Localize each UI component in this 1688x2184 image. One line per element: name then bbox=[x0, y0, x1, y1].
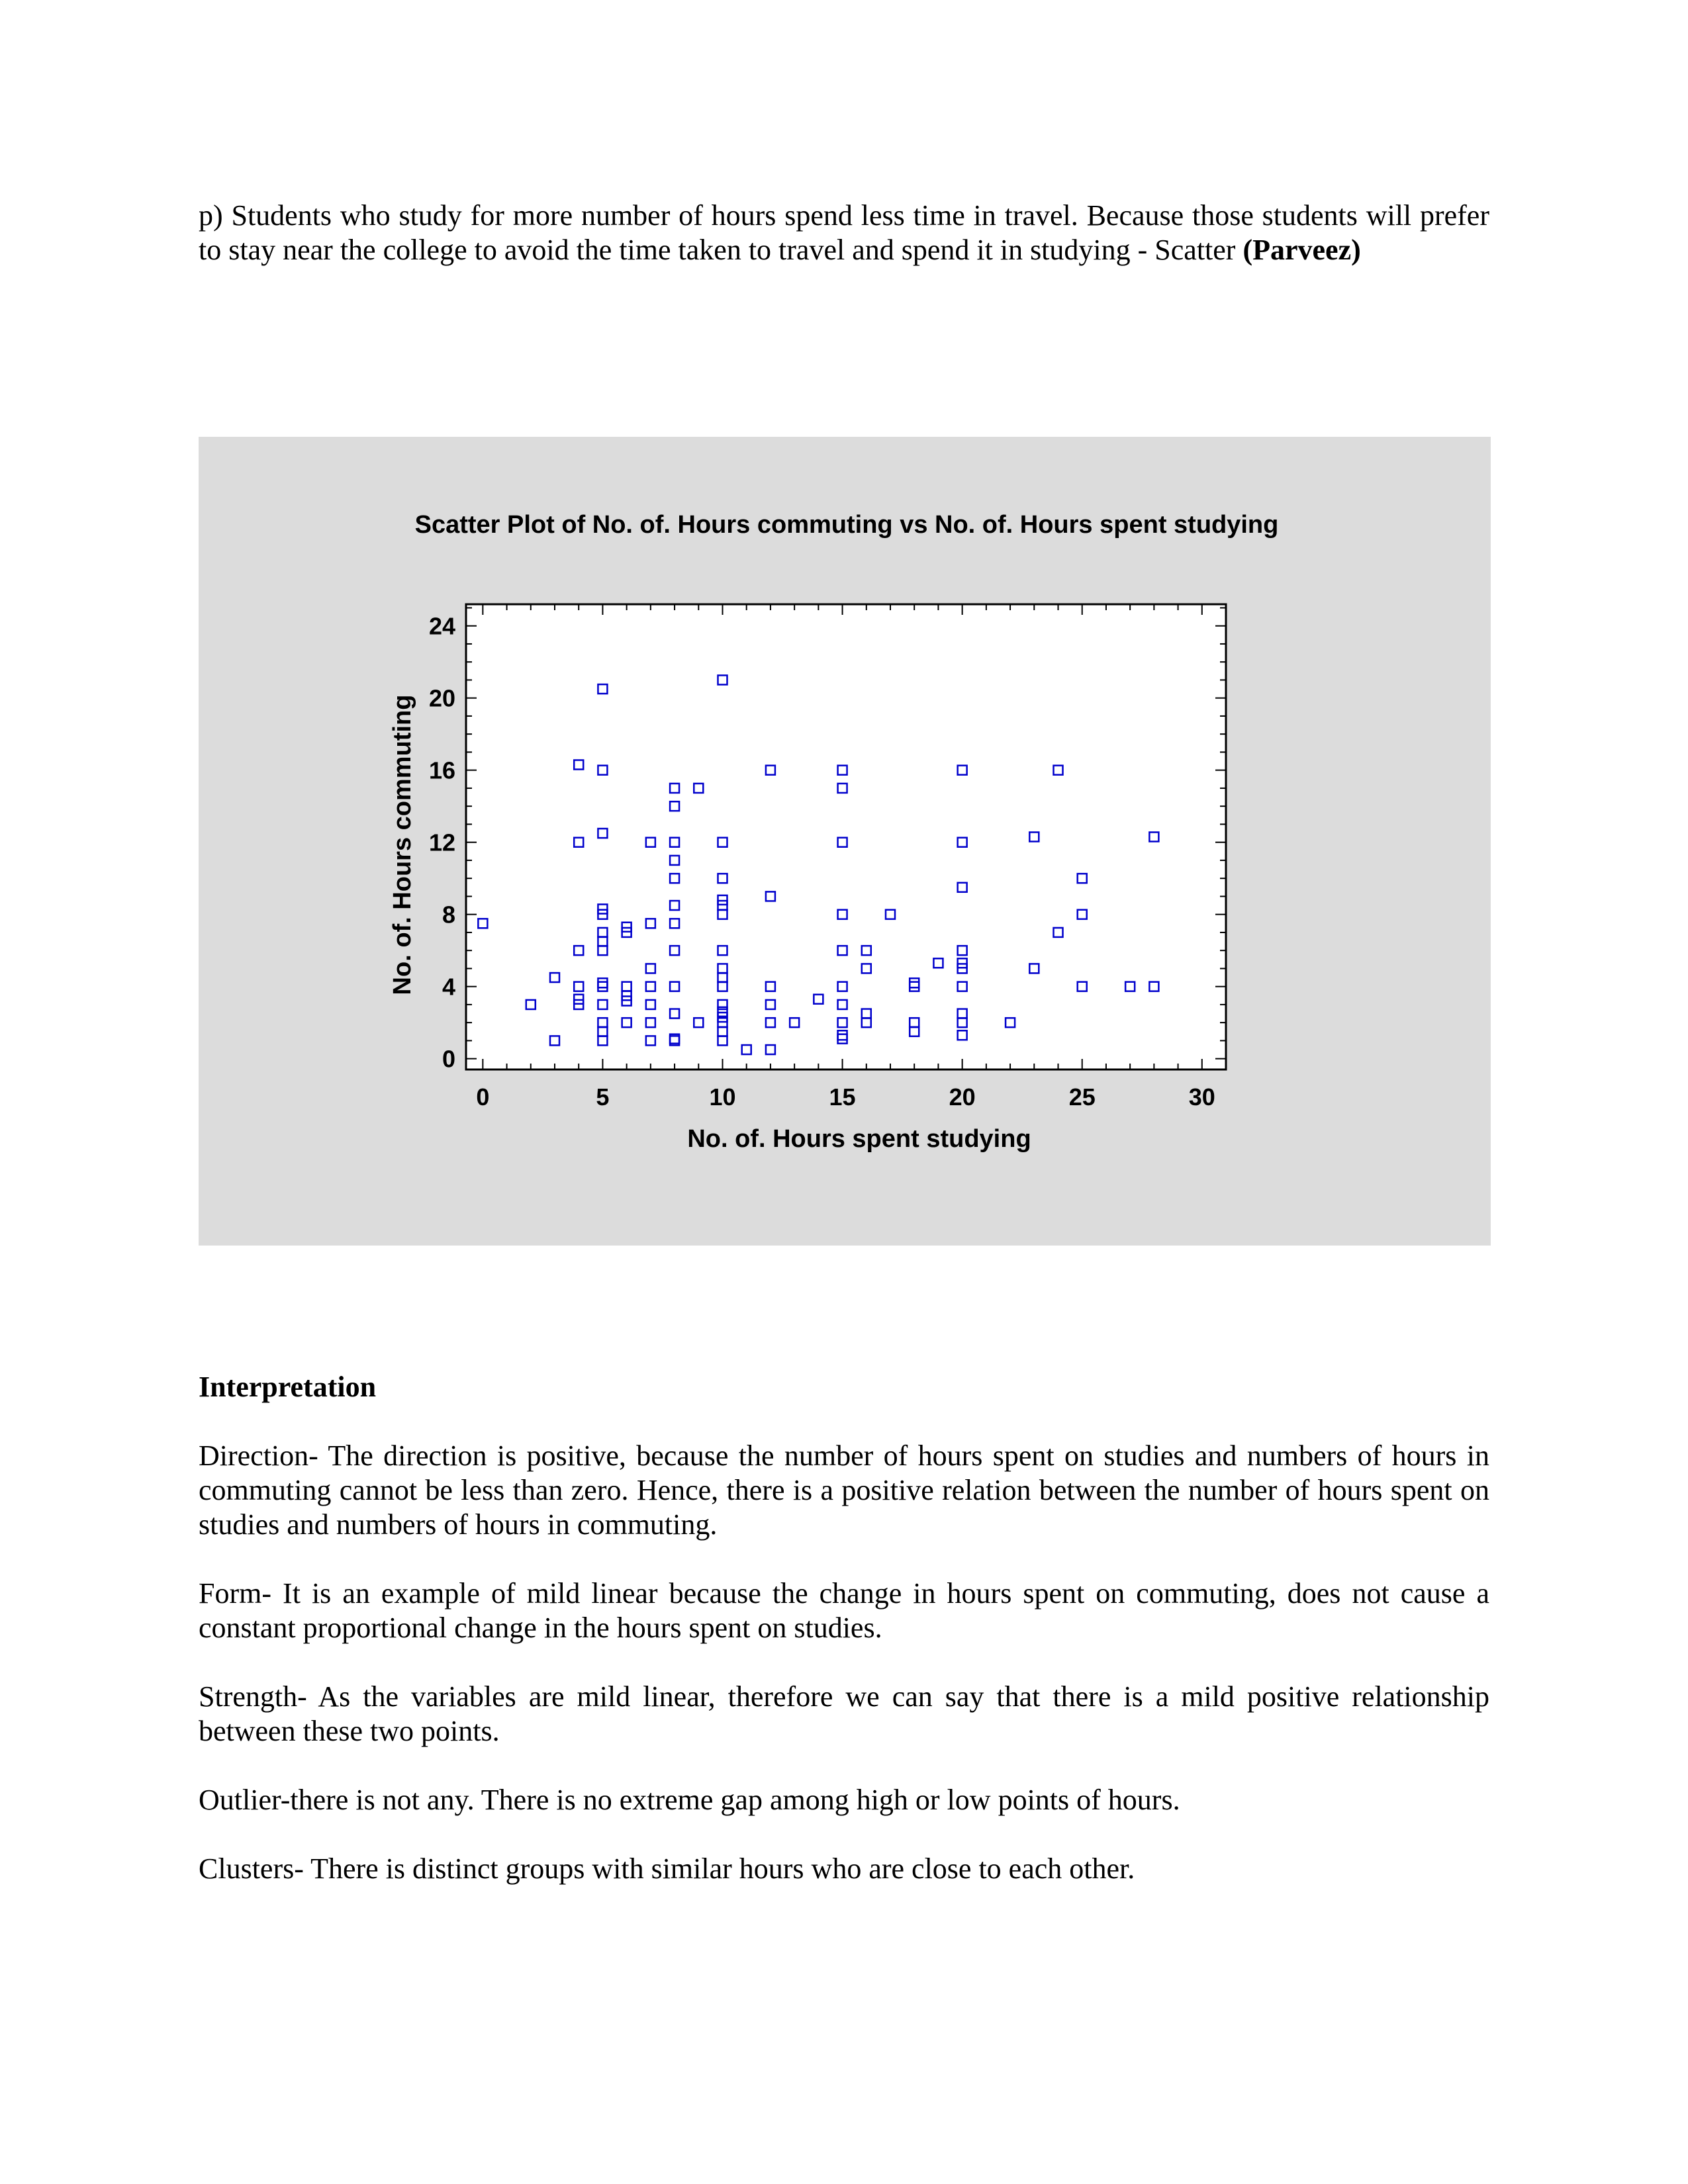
x-axis-label: No. of. Hours spent studying bbox=[687, 1125, 1031, 1153]
interpretation-section bbox=[199, 1370, 1489, 1921]
intro-author: (Parveez) bbox=[1243, 234, 1361, 266]
direction-paragraph: Direction- The direction is positive, because the number of hours spent on studies and numbers of hours in commuting cannot be less than zero. Hence, there is a positive relation between the number of hours spent on studies and numbers of hours in commuting. bbox=[199, 1439, 1489, 1541]
interpretation-heading: Interpretation bbox=[199, 1371, 377, 1403]
x-tick-label: 0 bbox=[476, 1083, 490, 1111]
y-tick-label: 8 bbox=[442, 901, 455, 929]
y-tick-label: 24 bbox=[428, 612, 455, 640]
form-paragraph: Form- It is an example of mild linear because the change in hours spent on commuting, does not cause a constant proportional change in the hours spent on studies. bbox=[199, 1577, 1489, 1644]
y-tick-label: 16 bbox=[428, 756, 455, 784]
outlier-paragraph: Outlier-there is not any. There is no extreme gap among high or low points of hours. bbox=[199, 1784, 1180, 1816]
x-tick-label: 25 bbox=[1068, 1083, 1096, 1111]
x-tick-label: 30 bbox=[1188, 1083, 1215, 1111]
x-tick-label: 10 bbox=[709, 1083, 736, 1111]
scatter-chart bbox=[199, 437, 1491, 1246]
y-tick-label: 20 bbox=[428, 684, 455, 712]
intro-paragraph bbox=[199, 199, 1489, 267]
x-tick-label: 15 bbox=[829, 1083, 856, 1111]
y-tick-label: 0 bbox=[442, 1045, 455, 1073]
y-axis-label: No. of. Hours commuting bbox=[389, 694, 416, 995]
intro-text: p) Students who study for more number of hours spend less time in travel. Because those students will prefer to stay near the college to avoid the time taken to travel and spend it in studying - Scatter bbox=[199, 199, 1489, 266]
y-tick-label: 4 bbox=[442, 973, 455, 1001]
x-tick-label: 20 bbox=[949, 1083, 976, 1111]
x-tick-label: 5 bbox=[596, 1083, 610, 1111]
clusters-paragraph: Clusters- There is distinct groups with similar hours who are close to each other. bbox=[199, 1852, 1135, 1885]
chart-title: Scatter Plot of No. of. Hours commuting vs No. of. Hours spent studying bbox=[414, 511, 1279, 539]
chart-panel bbox=[199, 437, 1491, 1246]
strength-paragraph: Strength- As the variables are mild linear, therefore we can say that there is a mild positive relationship between these two points. bbox=[199, 1680, 1489, 1747]
y-tick-label: 12 bbox=[428, 829, 455, 856]
